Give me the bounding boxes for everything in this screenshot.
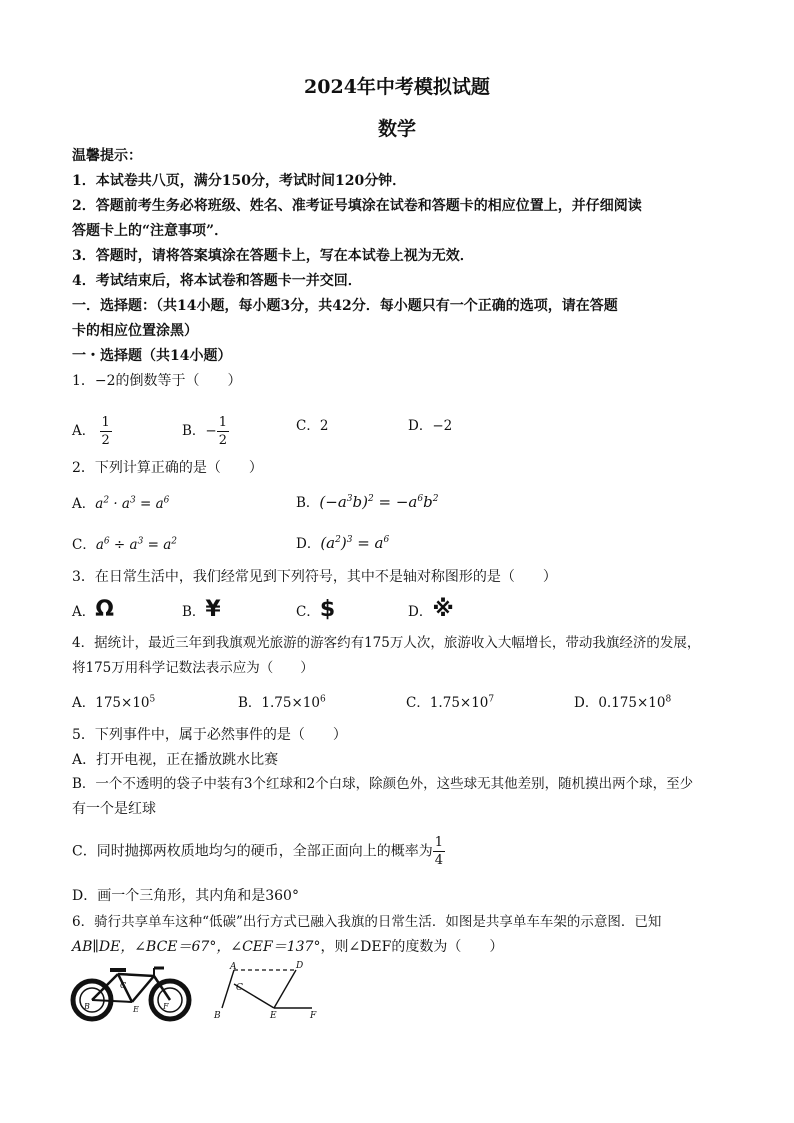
q4-option-b: B．$1.75\times 10^6$	[238, 694, 326, 711]
q5-option-c: C．同时抛掷两枚质地均匀的硬币，全部正面向上的概率为 $\frac{1}{4}$	[72, 835, 443, 868]
tip-item: 3．答题时，请将答案填涂在答题卡上，写在本试卷上视为无效．	[72, 248, 474, 264]
fraction: $\frac{1}{2}$	[218, 415, 228, 448]
point-label: B	[214, 1011, 221, 1021]
q2-option-d: D．$(a^2)^3 = a^6$	[296, 534, 390, 552]
q5-option-d: D．画一个三角形，其内角和是360°	[72, 888, 299, 904]
q4-option-a: A．$175\times 10^5$	[72, 694, 156, 711]
fraction: $\frac{1}{4}$	[434, 835, 443, 868]
yen-icon: ¥	[205, 597, 221, 622]
q3-option-c: C．$	[296, 597, 336, 622]
svg-text:E: E	[133, 1005, 139, 1014]
question-5-stem: 5．下列事件中，属于必然事件的是（ ）	[72, 727, 347, 743]
page-title: 2024年中考模拟试题	[304, 76, 490, 98]
svg-text:F: F	[163, 1002, 169, 1011]
section-instruction-cont: 卡的相应位置涂黑）	[72, 323, 198, 339]
svg-text:B: B	[84, 1002, 90, 1011]
section-header: 一・选择题（共14小题）	[72, 348, 232, 364]
q1-option-a: A． $\frac{1}{2}$	[72, 415, 110, 448]
section-instruction: 一．选择题：（共14小题，每小题3分，共42分．每小题只有一个正确的选项，请在答题	[72, 298, 618, 314]
q3-option-a: A．Ω	[72, 597, 114, 622]
q4-option-d: D．$0.175\times 10^8$	[574, 694, 672, 711]
q4-option-c: C．$1.75\times 10^7$	[406, 694, 495, 711]
q2-option-b: B．$(-a^3b)^2 = -a^6b^2$	[296, 493, 439, 511]
page-subtitle: 数学	[377, 118, 416, 140]
tip-item: 1．本试卷共八页，满分150分，考试时间120分钟．	[72, 173, 407, 189]
point-label: F	[310, 1011, 317, 1021]
tip-item: 答题卡上的“注意事项”．	[72, 223, 229, 239]
question-4-stem-cont: 将175万用科学记数法表示应为（ ）	[72, 660, 314, 676]
bicycle-figure	[70, 962, 195, 1022]
q1-option-c: C．2	[296, 418, 329, 434]
tips-heading: 温馨提示：	[72, 148, 142, 164]
omega-icon: Ω	[95, 597, 114, 622]
fraction: $\frac{1}{2}$	[101, 415, 110, 448]
q3-option-d: D．※	[408, 597, 454, 622]
question-4-stem: 4．据统计，最近三年到我旗观光旅游的游客约有175万人次，旅游收入大幅增长，带动我旗经济的发展，	[72, 635, 701, 651]
q3-option-b: B．¥	[182, 597, 221, 622]
tip-item: 4．考试结束后，将本试卷和答题卡一并交回．	[72, 273, 362, 289]
q5-option-a: A．打开电视，正在播放跳水比赛	[72, 752, 279, 768]
question-3-stem: 3．在日常生活中，我们经常见到下列符号，其中不是轴对称图形的是（ ）	[72, 569, 557, 585]
q2-option-a: A．$a^2 \cdot a^3 = a^6$	[72, 495, 170, 512]
point-label: D	[296, 961, 304, 971]
question-2-stem: 2．下列计算正确的是（ ）	[72, 460, 263, 476]
q5-option-b-cont: 有一个是红球	[72, 801, 156, 817]
question-1-stem: 1．−2的倒数等于（ ）	[72, 373, 242, 389]
tip-item: 2．答题前考生务必将班级、姓名、准考证号填涂在试卷和答题卡的相应位置上，并仔细阅读	[72, 198, 642, 214]
question-6-condition: AB∥DE，∠BCE＝67°，∠CEF＝137°，则∠DEF的度数为（ ）	[72, 939, 504, 955]
question-6-stem: 6．骑行共享单车这种“低碳”出行方式已融入我旗的日常生活．如图是共享单车车架的示意图．已知	[72, 914, 662, 930]
svg-text:C: C	[120, 981, 127, 990]
q1-option-b: B．− $\frac{1}{2}$	[182, 415, 228, 448]
q2-option-c: C．$a^6 \div a^3 = a^2$	[72, 536, 178, 553]
dollar-icon: $	[319, 597, 336, 622]
point-label: A	[230, 962, 237, 972]
q5-option-b: B．一个不透明的袋子中装有3个红球和2个白球，除颜色外，这些球无其他差别，随机摸出两个球，至少	[72, 776, 694, 792]
point-label: E	[270, 1011, 277, 1021]
q1-option-d: D．−2	[408, 418, 453, 434]
point-label: C	[236, 983, 243, 993]
frame-diagram	[208, 960, 328, 1022]
reference-mark-icon: ※	[432, 597, 454, 622]
